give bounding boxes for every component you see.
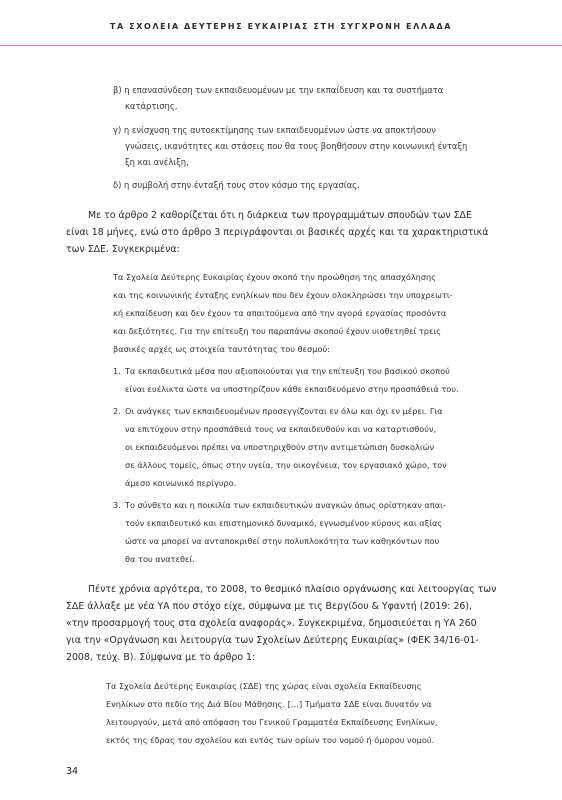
numbered-item-2-line-5: άμεσο κοινωνικό περίγυρο.	[125, 478, 237, 488]
paragraph-2-line-1: Πέντε χρόνια αργότερα, το 2008, το θεσμικό πλαίσιο οργάνωσης και λειτουργίας των	[88, 584, 497, 595]
list-item-d-line-1: δ) η συμβολή στην ένταξή τους στον κόσμο της εργασίας.	[113, 180, 360, 190]
numbered-item-2-line-1: Οι ανάγκες των εκπαιδευομένων προσεγγίζονται εν όλω και όχι εν μέρει. Για	[125, 406, 443, 416]
numbered-item-2-number: 2.	[113, 406, 121, 416]
header-rule	[0, 45, 562, 46]
numbered-item-2-line-3: οι εκπαιδευόμενοι πρέπει να υποστηριχθούν στην αντιμετώπιση δυσκολιών	[125, 442, 435, 452]
numbered-item-2-line-2: να επιτύχουν στην προσπάθειά τους να εκπαιδευθούν και να καταρτισθούν,	[125, 424, 437, 434]
paragraph-2-line-2: ΣΔΕ άλλαξε με νέα ΥΑ που στόχο είχε, σύμφωνα με τις Βεργίδου & Υφαντή (2019: 26),	[66, 601, 473, 612]
quote-2-line-3: λειτουργούν, μετά από απόφαση του Γενικού Γραμματέα Εκπαίδευσης Ενηλίκων,	[106, 717, 438, 727]
quote-1-line-3: κή εκπαίδευση και δεν έχουν τα απαιτούμενα από την αγορά εργασίας προσόντα	[113, 308, 447, 318]
numbered-item-1-line-2: είναι ευέλικτα ώστε να υποστηρίζουν κάθε εκπαιδευόμενο στην προσπάθειά του.	[125, 384, 459, 394]
quote-1-line-2: και της κοινωνικής ένταξης ενηλίκων που δεν έχουν ολοκληρώσει την υποχρεωτι-	[113, 290, 453, 300]
paragraph-2-line-3: «την προσαρμογή τους στα σχολεία αναφοράς». Συγκεκριμένα, δημοσιεύεται η ΥΑ 260	[66, 618, 477, 629]
page-number: 34	[66, 766, 79, 777]
numbered-item-3-number: 3.	[113, 500, 121, 510]
list-item-c-line-1: γ) η ενίσχυση της αυτοεκτίμησης των εκπαιδευομένων ώστε να αποκτήσουν	[113, 125, 436, 135]
list-item-c-line-2: γνώσεις, ικανότητες και στάσεις που θα τους βοηθήσουν στην κοινωνική ένταξη	[125, 141, 468, 151]
quote-2-line-4: εκτός της έδρας του σχολείου και εντός των ορίων του νομού ή όμορου νομού.	[106, 735, 435, 745]
quote-1-line-4: και δεξιότητες. Για την επίτευξη του παραπάνω σκοπού έχουν υιοθετηθεί τρεις	[113, 326, 442, 336]
numbered-item-1-number: 1.	[113, 366, 121, 376]
numbered-item-3-line-3: ώστε να μπορεί να ανταποκριθεί στην πολυπλοκότητα των καθηκόντων που	[125, 536, 440, 546]
quote-2-line-1: Τα Σχολεία Δεύτερης Ευκαιρίας (ΣΔΕ) της χώρας είναι σχολεία Εκπαίδευσης	[106, 681, 422, 691]
paragraph-2-line-4: για την «Οργάνωση και λειτουργία των Σχολείων Δεύτερης Ευκαιρίας» (ΦΕΚ 34/16-01-	[66, 635, 479, 646]
numbered-item-3-line-4: θα του ανατεθεί.	[125, 554, 195, 564]
running-header: ΤΑ ΣΧΟΛΕΙΑ ΔΕΥΤΕΡΗΣ ΕΥΚΑΙΡΙΑΣ ΣΤΗ ΣΥΓΧΡΟΝΗ ΕΛΛΑΔΑ	[109, 22, 453, 31]
numbered-item-3-line-1: Το σύνθετο και η ποικιλία των εκπαιδευτικών αναγκών όπως ορίστηκαν απαι-	[125, 500, 446, 510]
paragraph-1-line-2: είναι 18 μήνες, ενώ στο άρθρο 3 περιγράφονται οι βασικές αρχές και τα χαρακτηριστικά	[66, 227, 489, 238]
quote-1-line-1: Τα Σχολεία Δεύτερης Ευκαιρίας έχουν σκοπό την προώθηση της απασχόλησης	[113, 272, 437, 282]
list-item-b-line-2: κατάρτισης,	[125, 101, 178, 111]
list-item-c-line-3: ξη και ανέλιξη,	[125, 157, 189, 167]
numbered-item-2-line-4: σε άλλους τομείς, όπως στην υγεία, την οικογένεια, τον εργασιακό χώρο, τον	[125, 460, 447, 470]
numbered-item-3-line-2: τούν εκπαιδευτικό και επιστημονικό δυναμικό, εγνωσμένου κύρους και αξίας	[125, 518, 443, 528]
paragraph-1-line-3: των ΣΔΕ. Συγκεκριμένα:	[66, 244, 180, 255]
paragraph-1-line-1: Με το άρθρο 2 καθορίζεται ότι η διάρκεια των προγραμμάτων σπουδών των ΣΔΕ	[88, 210, 472, 221]
quote-2-line-2: Ενηλίκων στο πεδίο της Διά Βίου Μάθησης. […] Τμήματα ΣΔΕ είναι δυνατόν να	[106, 699, 432, 709]
list-item-b-line-1: β) η επανασύνδεση των εκπαιδευομένων με την εκπαίδευση και τα συστήματα	[113, 85, 444, 95]
quote-1-line-5: βασικές αρχές ως στοιχεία ταυτότητας του θεσμού:	[113, 344, 330, 354]
numbered-item-1-line-1: Τα εκπαιδευτικά μέσα που αξιοποιούνται για την επίτευξη του βασικού σκοπού	[125, 366, 450, 376]
paragraph-2-line-5: 2008, τεύχ. Β). Σύμφωνα με το άρθρο 1:	[66, 652, 256, 663]
